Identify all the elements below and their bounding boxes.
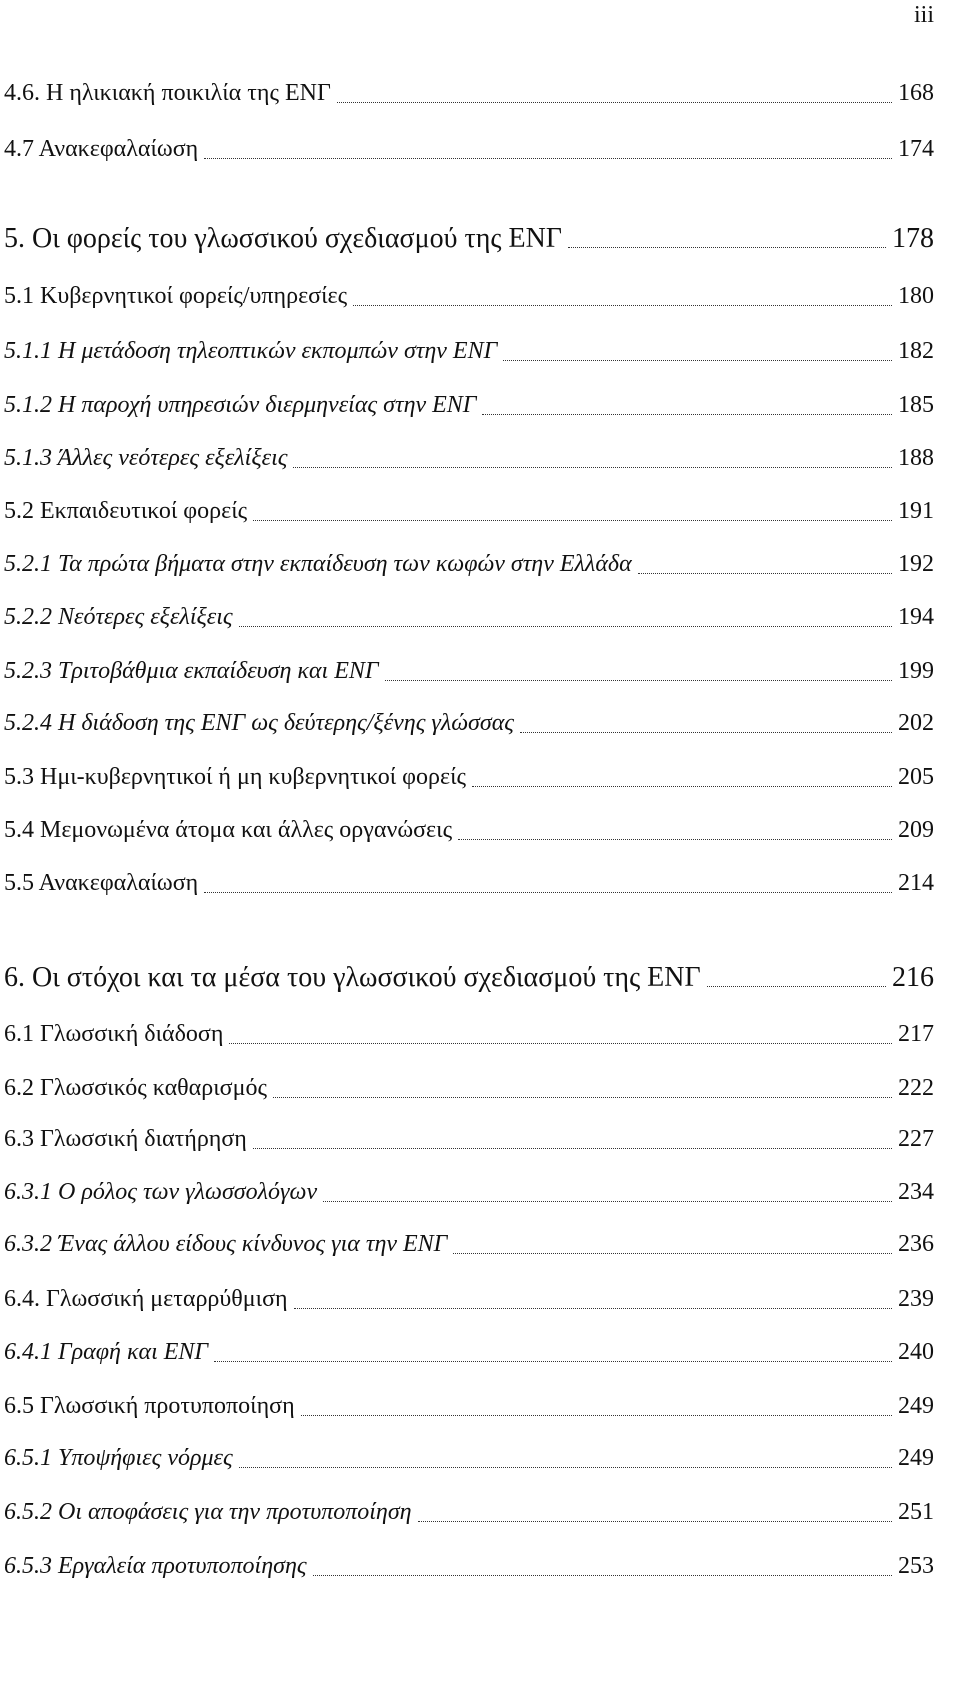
toc-leader [294, 1307, 892, 1309]
toc-entry [4, 1231, 934, 1259]
toc-leader [638, 572, 892, 574]
toc-leader [568, 246, 886, 248]
toc-entry-label: 5.1.2 Η παροχή υπηρεσιών διερμηνείας στην ΕΝΓ [4, 392, 477, 418]
toc-entry-label: 6.1 Γλωσσική διάδοση [4, 1021, 224, 1047]
toc-leader [453, 1252, 892, 1254]
toc-entry-page: 205 [898, 764, 934, 790]
toc-leader [204, 891, 892, 893]
toc-entry-label: 5.2.1 Τα πρώτα βήματα στην εκπαίδευση των κωφών στην Ελλάδα [4, 551, 632, 577]
toc-entry-label: 6.3 Γλωσσική διατήρηση [4, 1126, 247, 1152]
toc-entry [4, 80, 934, 108]
toc-leader [520, 731, 892, 733]
toc-entry [4, 1499, 934, 1527]
toc-entry-page: 251 [898, 1499, 934, 1525]
toc-entry [4, 1339, 934, 1367]
toc-entry [4, 445, 934, 473]
toc-entry [4, 1021, 934, 1049]
toc-entry [4, 604, 934, 632]
toc-entry [4, 283, 934, 311]
toc-entry-page: 199 [898, 658, 934, 684]
toc-entry-label: 6.3.1 Ο ρόλος των γλωσσολόγων [4, 1179, 318, 1205]
toc-leader [707, 985, 886, 987]
toc-entry [4, 1286, 934, 1314]
toc-entry-page: 216 [892, 962, 934, 993]
toc-entry-page: 236 [898, 1231, 934, 1257]
toc-entry-page: 192 [898, 551, 934, 577]
toc-leader [458, 838, 892, 840]
toc-entry-label: 6.5.2 Οι αποφάσεις για την προτυποποίηση [4, 1499, 412, 1525]
toc-entry [4, 392, 934, 420]
toc-entry-page: 174 [898, 136, 934, 162]
toc-entry [4, 1393, 934, 1421]
toc-entry-label: 6.5 Γλωσσική προτυποποίηση [4, 1393, 295, 1419]
toc-entry-page: 180 [898, 283, 934, 309]
toc-entry-label: 5.2.3 Τριτοβάθμια εκπαίδευση και ΕΝΓ [4, 658, 379, 684]
toc-entry-page: 240 [898, 1339, 934, 1365]
toc-entry [4, 817, 934, 845]
page-number: iii [913, 2, 934, 28]
toc-entry-label: 5.5 Ανακεφαλαίωση [4, 870, 199, 896]
toc-entry-label: 5.4 Μεμονωμένα άτομα και άλλες οργανώσεις [4, 817, 453, 843]
toc-entry-label: 5.1 Κυβερνητικοί φορείς/υπηρεσίες [4, 283, 348, 309]
toc-entry-page: 194 [898, 604, 934, 630]
toc-entry-page: 168 [898, 80, 934, 106]
toc-entry-page: 227 [898, 1126, 934, 1152]
toc-entry [4, 1445, 934, 1473]
toc-entry-label: 4.6. Η ηλικιακή ποικιλία της ΕΝΓ [4, 80, 331, 106]
toc-entry-page: 217 [898, 1021, 934, 1047]
toc-entry-page: 253 [898, 1553, 934, 1579]
toc-leader [323, 1200, 892, 1202]
toc-entry-page: 202 [898, 710, 934, 736]
toc-leader [293, 466, 892, 468]
toc-leader [353, 304, 892, 306]
toc-entry-label: 6.5.1 Υποψήφιες νόρμες [4, 1445, 233, 1471]
toc-entry [4, 870, 934, 898]
toc-entry [4, 658, 934, 686]
toc-entry-label: 6.2 Γλωσσικός καθαρισμός [4, 1075, 267, 1101]
toc-entry-page: 249 [898, 1393, 934, 1419]
toc-entry-label: 5.2.4 Η διάδοση της ΕΝΓ ως δεύτερης/ξένης γλώσσας [4, 710, 515, 736]
toc-entry-page: 222 [898, 1075, 934, 1101]
toc-entry-label: 5.2 Εκπαιδευτικοί φορείς [4, 498, 248, 524]
toc-leader [253, 1147, 892, 1149]
toc-leader [418, 1520, 892, 1522]
toc-entry-page: 182 [898, 338, 934, 364]
toc-leader [273, 1096, 892, 1098]
toc-entry-label: 6.3.2 Ένας άλλου είδους κίνδυνος για την ΕΝΓ [4, 1231, 448, 1257]
toc-entry-page: 239 [898, 1286, 934, 1312]
toc-entry-page: 178 [892, 223, 934, 254]
toc-leader [482, 413, 892, 415]
toc-leader [301, 1414, 892, 1416]
toc-entry [4, 1126, 934, 1154]
toc-leader [204, 157, 892, 159]
toc-entry [4, 1179, 934, 1207]
toc-chapter-entry [4, 223, 934, 255]
toc-entry-page: 191 [898, 498, 934, 524]
toc-entry-label: 6.5.3 Εργαλεία προτυποποίησης [4, 1553, 307, 1579]
toc-entry-page: 249 [898, 1445, 934, 1471]
toc-leader [313, 1574, 892, 1576]
toc-entry-page: 185 [898, 392, 934, 418]
toc-entry-label: 5.1.3 Άλλες νεότερες εξελίξεις [4, 445, 288, 471]
toc-entry-label: 6.4.1 Γραφή και ΕΝΓ [4, 1339, 209, 1365]
toc-leader [472, 785, 892, 787]
toc-entry-label: 6. Οι στόχοι και τα μέσα του γλωσσικού σχεδιασμού της ΕΝΓ [4, 962, 701, 993]
toc-entry-label: 5.1.1 Η μετάδοση τηλεοπτικών εκπομπών στην ΕΝΓ [4, 338, 498, 364]
toc-entry-page: 188 [898, 445, 934, 471]
toc-entry [4, 498, 934, 526]
toc-entry [4, 710, 934, 738]
toc-leader [337, 101, 892, 103]
toc-entry [4, 764, 934, 792]
toc-entry-label: 4.7 Ανακεφαλαίωση [4, 136, 199, 162]
toc-entry [4, 1075, 934, 1103]
toc-leader [503, 359, 892, 361]
toc-entry-page: 214 [898, 870, 934, 896]
toc-entry [4, 1553, 934, 1581]
toc-entry-label: 6.4. Γλωσσική μεταρρύθμιση [4, 1286, 288, 1312]
toc-entry [4, 136, 934, 164]
toc-entry-label: 5.2.2 Νεότερες εξελίξεις [4, 604, 233, 630]
toc-leader [239, 1466, 892, 1468]
toc-entry-label: 5.3 Ημι-κυβερνητικοί ή μη κυβερνητικοί φορείς [4, 764, 467, 790]
toc-leader [229, 1042, 892, 1044]
toc-leader [385, 679, 892, 681]
toc-entry-page: 209 [898, 817, 934, 843]
toc-entry-label: 5. Οι φορείς του γλωσσικού σχεδιασμού της ΕΝΓ [4, 223, 562, 254]
toc-leader [253, 519, 892, 521]
toc-leader [239, 625, 892, 627]
toc-entry [4, 551, 934, 579]
toc-entry [4, 338, 934, 366]
toc-leader [214, 1360, 892, 1362]
toc-entry-page: 234 [898, 1179, 934, 1205]
toc-chapter-entry [4, 962, 934, 994]
